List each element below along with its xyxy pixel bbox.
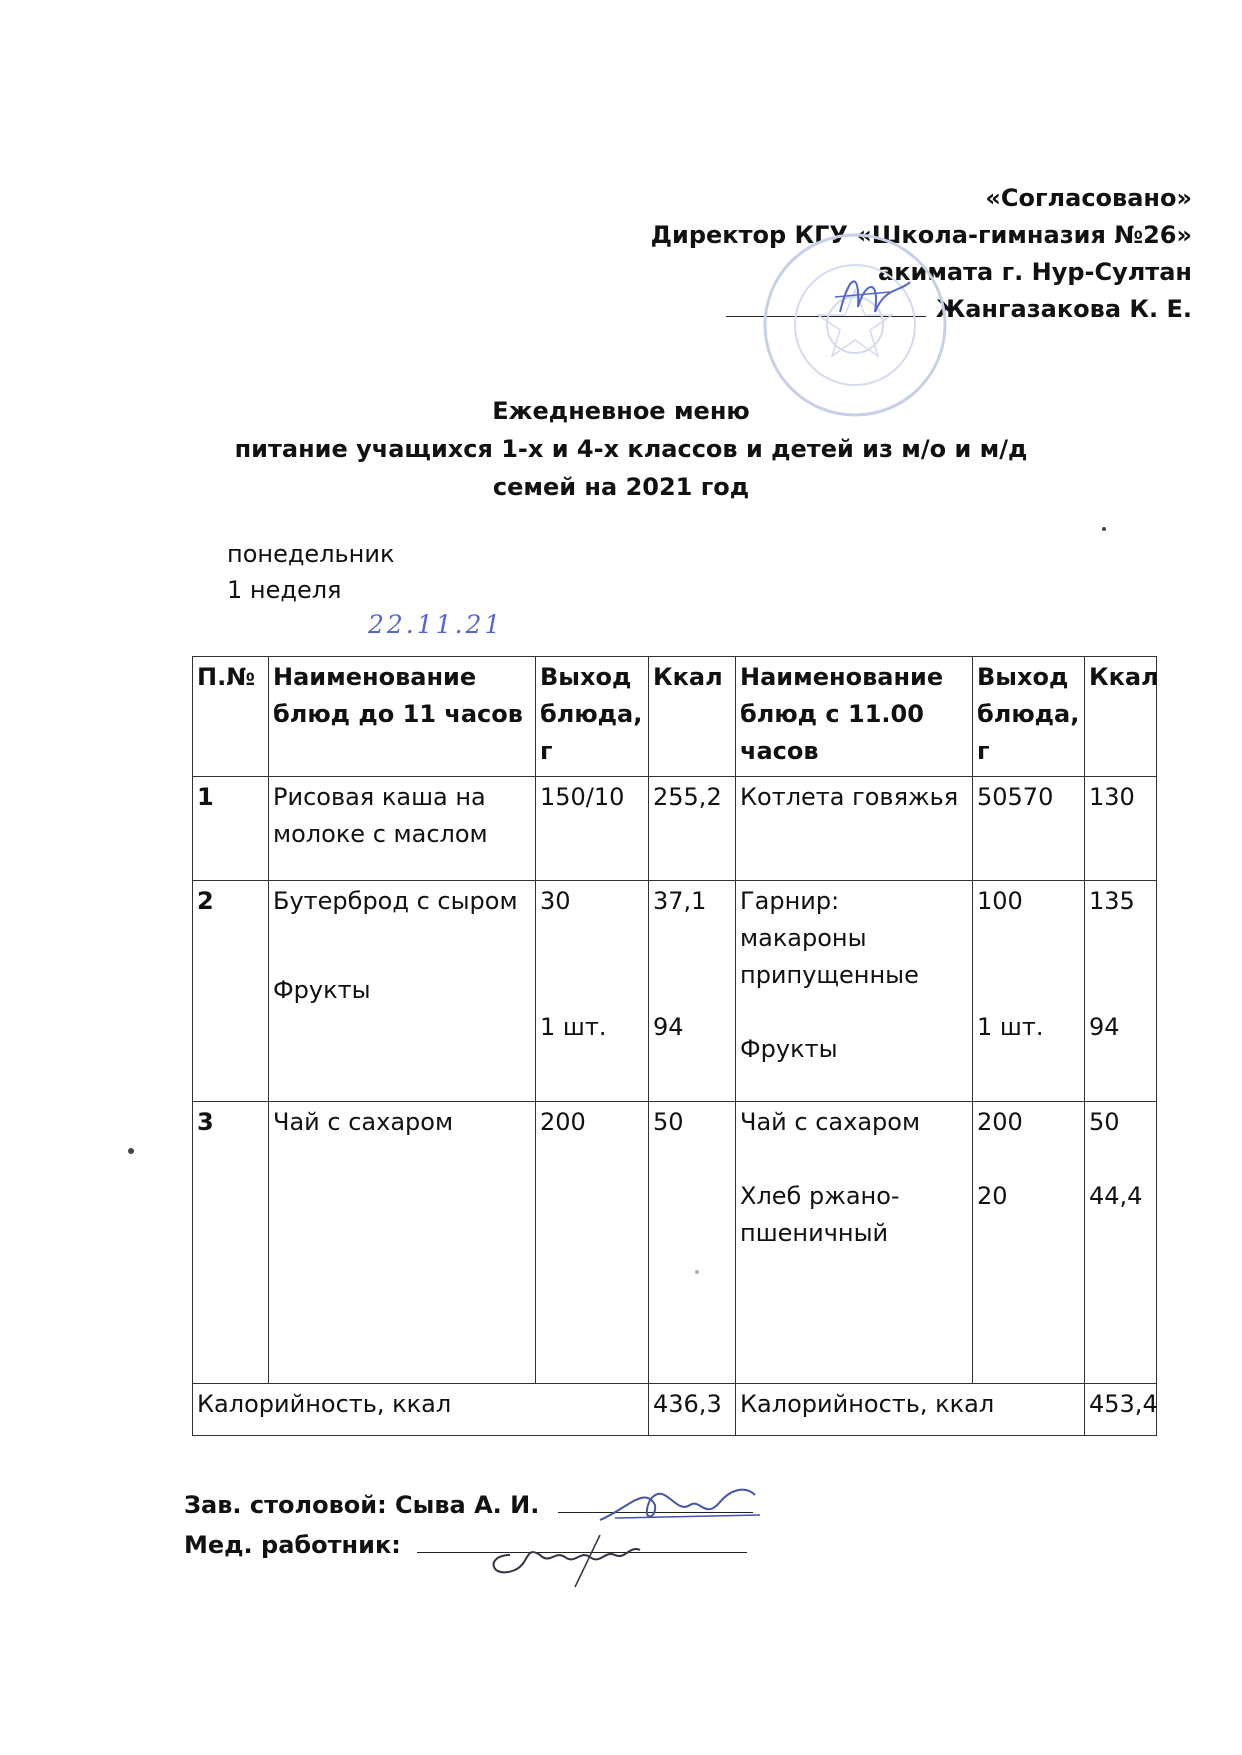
row-num: 3 [193, 1101, 269, 1384]
output-before: 150/10 [536, 777, 649, 881]
kcal-after [1085, 881, 1157, 1101]
table-row [193, 1101, 1157, 1384]
kcal-before: 50 [649, 1101, 736, 1384]
approval-line-3: акимата г. Нур-Султан [878, 258, 1192, 286]
kcal-after: 130 [1085, 777, 1157, 881]
medic-signature-icon [480, 1525, 660, 1590]
weekday: понедельник [227, 540, 395, 568]
total-label-before: Калорийность, ккал [193, 1384, 649, 1436]
medic-label: Мед. работник: [184, 1531, 401, 1559]
header-dish-after-11: Наименование блюд с 11.00 часов [736, 657, 973, 777]
handwritten-date: 22.11.21 [368, 610, 504, 639]
header-kcal-2: Ккал [1085, 657, 1157, 777]
kcal-item: 94 [653, 1013, 684, 1042]
header-kcal-1: Ккал [649, 657, 736, 777]
header-output-2: Выход блюда, г [973, 657, 1085, 777]
output-item: 20 [977, 1181, 1008, 1210]
dish-after [736, 1101, 973, 1384]
title-line-3: семей на 2021 год [492, 473, 750, 501]
dish-after [736, 881, 973, 1101]
scan-speck [695, 1270, 699, 1274]
output-after [973, 881, 1085, 1101]
kcal-before: 255,2 [649, 777, 736, 881]
title-line-1: Ежедневное меню [492, 397, 750, 425]
kcal-item: 37,1 [653, 887, 707, 916]
menu-table [192, 656, 1157, 1436]
dish-after: Котлета говяжья [736, 777, 973, 881]
header-num: П.№ [193, 657, 269, 777]
table-total-row [193, 1384, 1157, 1436]
table-row [193, 777, 1157, 881]
kcal-item: 94 [1089, 1013, 1120, 1042]
dish-before: Чай с сахаром [269, 1101, 536, 1384]
total-value-before: 436,3 [649, 1384, 736, 1436]
dish-item: Бутерброд с сыром [273, 887, 518, 916]
scan-speck [128, 1148, 134, 1154]
kcal-item: 44,4 [1089, 1181, 1143, 1210]
output-after: 50570 [973, 777, 1085, 881]
table-row [193, 881, 1157, 1101]
output-item: 30 [540, 887, 571, 916]
total-value-after: 453,4 [1085, 1384, 1157, 1436]
total-label-after: Калорийность, ккал [736, 1384, 1085, 1436]
dish-before [269, 881, 536, 1101]
output-item: 1 шт. [540, 1013, 607, 1042]
output-item: 100 [977, 887, 1023, 916]
kcal-item: 50 [1089, 1107, 1120, 1136]
day-label [227, 536, 394, 608]
week-number: 1 неделя [227, 576, 342, 604]
document-title [0, 392, 1242, 506]
header-output-1: Выход блюда, г [536, 657, 649, 777]
title-line-2: питание учащихся 1-х и 4-х классов и детей из м/о и м/д [234, 435, 1028, 463]
kcal-before [649, 881, 736, 1101]
dish-item: Чай с сахаром [740, 1107, 921, 1136]
dish-item: Хлеб ржано-пшеничный [740, 1181, 900, 1247]
approval-line-1: «Согласовано» [985, 184, 1192, 212]
dish-item: Фрукты [273, 976, 371, 1005]
dish-item: Фрукты [740, 1035, 838, 1064]
output-item: 1 шт. [977, 1013, 1044, 1042]
dish-item: Гарнир: макароны припущенные [740, 887, 919, 990]
output-before: 200 [536, 1101, 649, 1384]
approval-line-2: Директор КГУ «Школа-гимназия №26» [650, 221, 1192, 249]
kcal-after [1085, 1101, 1157, 1384]
director-signature-icon [830, 262, 920, 332]
scan-speck [1102, 527, 1106, 531]
approval-line-4: Жангазакова К. Е. [935, 295, 1192, 323]
dish-before: Рисовая каша на молоке с маслом [269, 777, 536, 881]
output-before [536, 881, 649, 1101]
table-header-row [193, 657, 1157, 777]
header-dish-before-11: Наименование блюд до 11 часов [269, 657, 536, 777]
kcal-item: 135 [1089, 887, 1135, 916]
row-num: 1 [193, 777, 269, 881]
row-num: 2 [193, 881, 269, 1101]
canteen-head-label: Зав. столовой: Сыва А. И. [184, 1491, 540, 1519]
output-after [973, 1101, 1085, 1384]
output-item: 200 [977, 1107, 1023, 1136]
